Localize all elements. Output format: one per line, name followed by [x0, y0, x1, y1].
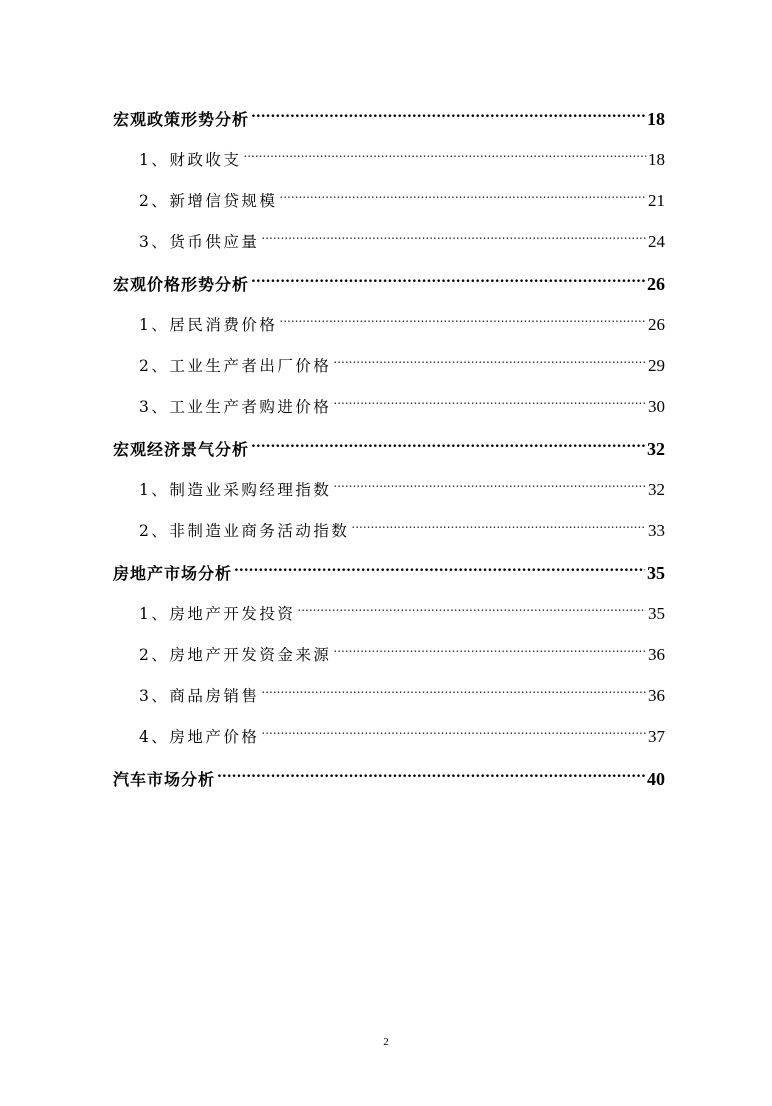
toc-item[interactable] — [113, 725, 665, 753]
dot-leader — [279, 191, 646, 207]
page-number: 2 — [383, 1036, 389, 1048]
toc-item[interactable] — [113, 230, 665, 258]
dot-leader — [351, 521, 646, 537]
toc-item-page: 33 — [648, 521, 665, 540]
toc-item-title: 1、房地产开发投资 — [139, 605, 296, 623]
toc-item-title: 1、财政收支 — [139, 151, 242, 169]
toc-item-title: 2、房地产开发资金来源 — [139, 646, 332, 664]
dot-leader — [333, 480, 646, 496]
toc-section-title: 房地产市场分析 — [113, 564, 233, 583]
toc-item-title: 3、货币供应量 — [139, 233, 260, 251]
toc-item-title: 2、工业生产者出厂价格 — [139, 357, 332, 375]
dot-leader — [333, 356, 646, 372]
toc-section-page: 40 — [647, 769, 665, 789]
toc-item-page: 32 — [648, 480, 665, 499]
toc-item-page: 21 — [648, 191, 665, 210]
toc-item[interactable] — [113, 602, 665, 630]
toc-item-page: 36 — [648, 686, 665, 705]
toc-item[interactable] — [113, 395, 665, 423]
toc-item-title: 2、非制造业商务活动指数 — [139, 522, 350, 540]
toc-section-macro-price[interactable] — [113, 272, 665, 300]
toc-section-title: 宏观政策形势分析 — [113, 110, 250, 129]
toc-section-title: 汽车市场分析 — [113, 770, 216, 789]
toc-item[interactable] — [113, 643, 665, 671]
toc-section-economic-climate[interactable] — [113, 437, 665, 465]
table-of-contents — [113, 107, 665, 795]
toc-section-title: 宏观经济景气分析 — [113, 440, 250, 459]
dot-leader — [261, 727, 646, 743]
dot-leader — [251, 109, 645, 125]
toc-item-title: 3、工业生产者购进价格 — [139, 398, 332, 416]
dot-leader — [297, 604, 646, 620]
toc-section-real-estate[interactable] — [113, 561, 665, 589]
dot-leader — [234, 563, 645, 579]
dot-leader — [261, 232, 646, 248]
toc-section-macro-policy[interactable] — [113, 107, 665, 135]
dot-leader — [333, 397, 646, 413]
dot-leader — [251, 439, 645, 455]
toc-section-page: 26 — [647, 274, 665, 294]
toc-section-page: 18 — [647, 109, 665, 129]
dot-leader — [217, 769, 645, 785]
toc-item[interactable] — [113, 519, 665, 547]
toc-item-title: 2、新增信贷规模 — [139, 192, 278, 210]
toc-section-auto-market[interactable] — [113, 767, 665, 795]
toc-item[interactable] — [113, 189, 665, 217]
toc-item-page: 36 — [648, 645, 665, 664]
toc-item-page: 29 — [648, 356, 665, 375]
toc-item-page: 24 — [648, 232, 665, 251]
toc-item-page: 18 — [648, 150, 665, 169]
toc-item-title: 1、制造业采购经理指数 — [139, 481, 332, 499]
dot-leader — [333, 645, 646, 661]
toc-item[interactable] — [113, 478, 665, 506]
toc-item[interactable] — [113, 684, 665, 712]
toc-item[interactable] — [113, 313, 665, 341]
toc-item-title: 4、房地产价格 — [139, 728, 260, 746]
toc-item-page: 35 — [648, 604, 665, 623]
toc-item-page: 37 — [648, 727, 665, 746]
toc-item-page: 26 — [648, 315, 665, 334]
dot-leader — [251, 274, 645, 290]
toc-item-page: 30 — [648, 397, 665, 416]
dot-leader — [261, 686, 646, 702]
toc-section-page: 32 — [647, 439, 665, 459]
toc-item[interactable] — [113, 148, 665, 176]
dot-leader — [279, 315, 646, 331]
toc-section-page: 35 — [647, 563, 665, 583]
toc-item[interactable] — [113, 354, 665, 382]
dot-leader — [243, 150, 646, 166]
toc-item-title: 1、居民消费价格 — [139, 316, 278, 334]
toc-item-title: 3、商品房销售 — [139, 687, 260, 705]
toc-section-title: 宏观价格形势分析 — [113, 275, 250, 294]
